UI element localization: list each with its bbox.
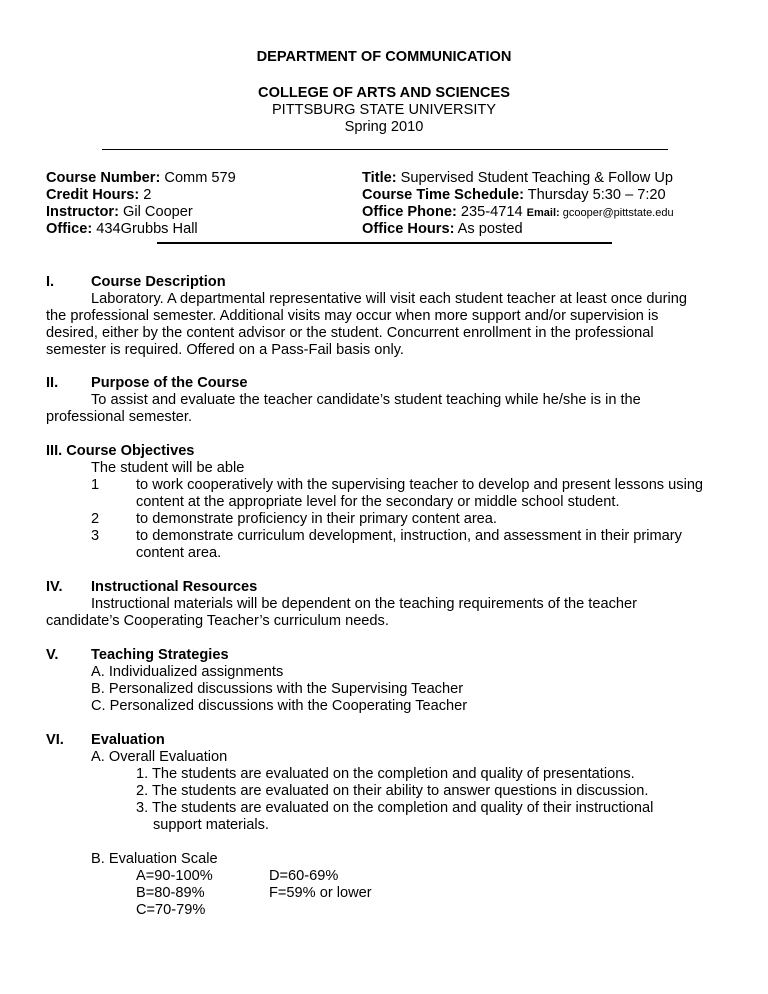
grade-scale-item: F=59% or lower	[269, 885, 372, 901]
objective-text: to demonstrate proficiency in their primary content area.	[136, 511, 497, 527]
section-6-number: VI.	[46, 732, 64, 748]
office-hours: Office Hours: As posted	[362, 221, 523, 237]
objective-text: to demonstrate curriculum development, instruction, and assessment in their primary	[136, 528, 682, 544]
section-2-heading: Purpose of the Course	[91, 375, 248, 391]
term: Spring 2010	[344, 119, 424, 135]
course-title: Title: Supervised Student Teaching & Follow Up	[362, 170, 673, 186]
section-1-text: desired, either by the content advisor or the student. Concurrent enrollment in the professional	[46, 325, 654, 341]
objective-number: 3	[91, 528, 100, 544]
evaluation-scale-heading: B. Evaluation Scale	[91, 851, 218, 867]
strategy-item: B. Personalized discussions with the Supervising Teacher	[91, 681, 464, 697]
section-2-text: professional semester.	[46, 409, 193, 425]
office-phone: Office Phone: 235-4714 Email: gcooper@pittstate.edu	[362, 204, 674, 220]
section-1-text: the professional semester. Additional visits may occur when more support and/or supervision is	[46, 308, 659, 324]
section-4-text: Instructional materials will be dependent on the teaching requirements of the teacher	[91, 596, 637, 612]
section-3-heading: III. Course Objectives	[46, 443, 195, 459]
section-1-number: I.	[46, 274, 55, 290]
section-4-heading: Instructional Resources	[91, 579, 258, 595]
section-5-heading: Teaching Strategies	[91, 647, 229, 663]
objective-number: 2	[91, 511, 100, 527]
course-number: Course Number: Comm 579	[46, 170, 236, 186]
evaluation-item: 3. The students are evaluated on the completion and quality of their instructional	[136, 800, 654, 816]
section-1-text: semester is required. Offered on a Pass-Fail basis only.	[46, 342, 404, 358]
section-2-number: II.	[46, 375, 59, 391]
objective-text: to work cooperatively with the supervising teacher to develop and present lessons using	[136, 477, 704, 493]
objective-number: 1	[91, 477, 100, 493]
section-6-heading: Evaluation	[91, 732, 165, 748]
evaluation-item: 2. The students are evaluated on their ability to answer questions in discussion.	[136, 783, 649, 799]
grade-scale-item: C=70-79%	[136, 902, 206, 918]
strategy-item: C. Personalized discussions with the Cooperating Teacher	[91, 698, 468, 714]
office: Office: 434Grubbs Hall	[46, 221, 198, 237]
section-5-number: V.	[46, 647, 59, 663]
email-address: gcooper@pittstate.edu	[559, 207, 674, 219]
university-name: PITTSBURG STATE UNIVERSITY	[271, 102, 497, 118]
evaluation-item: 1. The students are evaluated on the completion and quality of presentations.	[136, 766, 635, 782]
credit-hours: Credit Hours: 2	[46, 187, 152, 203]
objective-text: content at the appropriate level for the secondary or middle school student.	[136, 494, 620, 510]
grade-scale-item: A=90-100%	[136, 868, 213, 884]
section-1-heading: Course Description	[91, 274, 226, 290]
section-2-text: To assist and evaluate the teacher candidate’s student teaching while he/she is in the	[91, 392, 641, 408]
grade-scale-item: D=60-69%	[269, 868, 339, 884]
grade-scale-item: B=80-89%	[136, 885, 205, 901]
info-divider	[157, 242, 612, 244]
instructor: Instructor: Gil Cooper	[46, 204, 193, 220]
section-3-intro: The student will be able	[91, 460, 245, 476]
header-divider	[102, 149, 668, 150]
section-1-text: Laboratory. A departmental representative will visit each student teacher at least once during	[91, 291, 687, 307]
evaluation-item: support materials.	[153, 817, 269, 833]
objective-text: content area.	[136, 545, 222, 561]
course-time-schedule: Course Time Schedule: Thursday 5:30 – 7:20	[362, 187, 666, 203]
section-4-text: candidate’s Cooperating Teacher’s curriculum needs.	[46, 613, 389, 629]
strategy-item: A. Individualized assignments	[91, 664, 284, 680]
evaluation-subheading: A. Overall Evaluation	[91, 749, 228, 765]
department-title: DEPARTMENT OF COMMUNICATION	[256, 49, 512, 65]
section-4-number: IV.	[46, 579, 63, 595]
college-title: COLLEGE OF ARTS AND SCIENCES	[258, 85, 510, 101]
